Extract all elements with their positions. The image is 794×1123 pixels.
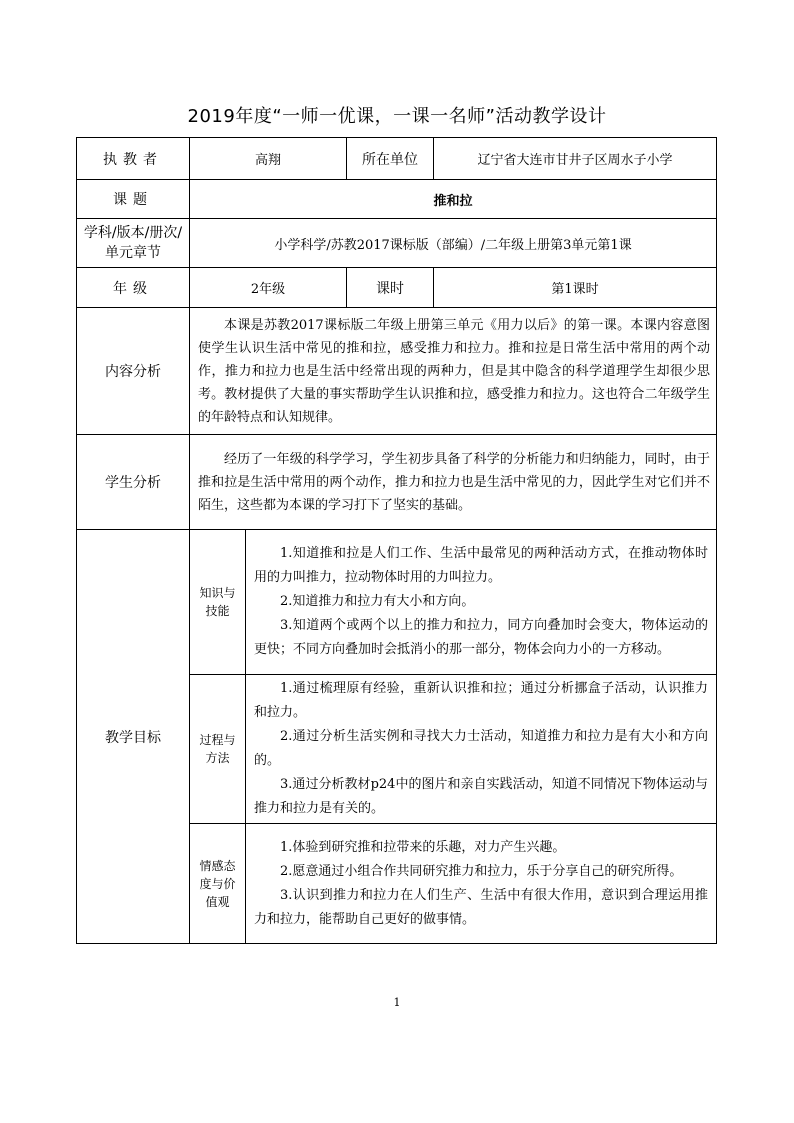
table-row — [77, 308, 717, 435]
process-cell — [246, 675, 717, 824]
knowledge-item: 3.知道两个或两个以上的推力和拉力，同方向叠加时会变大，物体运动的更快；不同方向叠加时会抵消小的那一部分，物体会向力小的一方移动。 — [254, 618, 709, 657]
teacher-value: 高翔 — [190, 138, 347, 180]
grade-value: 2年级 — [190, 268, 347, 308]
period-label: 课时 — [347, 268, 434, 308]
content-cell — [190, 308, 717, 435]
emotion-label: 情感态度与价值观 — [190, 824, 246, 944]
emotion-item: 1.体验到研究推和拉带来的乐趣，对力产生兴趣。 — [280, 839, 566, 855]
knowledge-cell — [246, 530, 717, 675]
goals-label: 教学目标 — [77, 530, 190, 944]
process-item: 1.通过梳理原有经验，重新认识推和拉；通过分析挪盒子活动，认识推力和拉力。 — [254, 681, 709, 720]
topic-value: 推和拉 — [190, 180, 717, 219]
page-title: 2019年度“一师一优课，一课一名师”活动教学设计 — [187, 106, 607, 127]
grade-label: 年级 — [77, 268, 190, 308]
unit-label: 所在单位 — [347, 138, 434, 180]
emotion-item: 2.愿意通过小组合作共同研究推力和拉力，乐于分享自己的研究所得。 — [280, 863, 683, 879]
content-label: 内容分析 — [77, 308, 190, 435]
page-number: 1 — [393, 996, 401, 1009]
emotion-item: 3.认识到推力和拉力在人们生产、生活中有很大作用，意识到合理运用推力和拉力，能帮助自己更好的做事情。 — [254, 887, 709, 927]
content-text: 本课是苏教2017课标版二年级上册第三单元《用力以后》的第一课。本课内容意图使学生认识生活中常见的推和拉，感受推力和拉力。推和拉是日常生活中常用的两个动作，推力和拉力也是生活中经常出现的两种力，但是其中隐含的科学道理学生却很少思考。教材提供了大量的事实帮助学生认识推和拉，感受推力和拉力。这也符合二年级学生的年龄特点和认知规律。 — [198, 317, 711, 425]
process-item: 3.通过分析教材p24中的图片和亲自实践活动，知道不同情况下物体运动与推力和拉力是有关的。 — [254, 777, 709, 816]
table-row — [77, 435, 717, 530]
table-row — [77, 138, 717, 180]
subject-label: 学科/版本/册次/单元章节 — [77, 219, 190, 268]
process-label: 过程与方法 — [190, 675, 246, 824]
teacher-label: 执教者 — [77, 138, 190, 180]
period-value: 第1课时 — [434, 268, 717, 308]
student-label: 学生分析 — [77, 435, 190, 530]
student-cell — [190, 435, 717, 530]
table-row — [77, 268, 717, 308]
unit-value: 辽宁省大连市甘井子区周水子小学 — [434, 138, 717, 180]
topic-label: 课题 — [77, 180, 190, 219]
table-row — [77, 180, 717, 219]
knowledge-label: 知识与技能 — [190, 530, 246, 675]
knowledge-item: 2.知道推力和拉力有大小和方向。 — [280, 594, 475, 609]
knowledge-item: 1.知道推和拉是人们工作、生活中最常见的两种活动方式，在推动物体时用的力叫推力，拉动物体时用的力叫拉力。 — [254, 546, 709, 585]
process-item: 2.通过分析生活实例和寻找大力士活动，知道推力和拉力是有大小和方向的。 — [254, 729, 709, 768]
table-row — [77, 530, 717, 675]
subject-value: 小学科学/苏教2017课标版（部编）/二年级上册第3单元第1课 — [190, 219, 717, 268]
student-text: 经历了一年级的科学学习，学生初步具备了科学的分析能力和归纳能力，同时，由于推和拉是生活中常用的两个动作，推力和拉力也是生活中常见的力，因此学生对它们并不陌生，这些都为本课的学习打下了坚实的基础。 — [198, 451, 711, 513]
table-row — [77, 219, 717, 268]
emotion-cell — [246, 824, 717, 944]
lesson-plan-table — [76, 137, 717, 944]
